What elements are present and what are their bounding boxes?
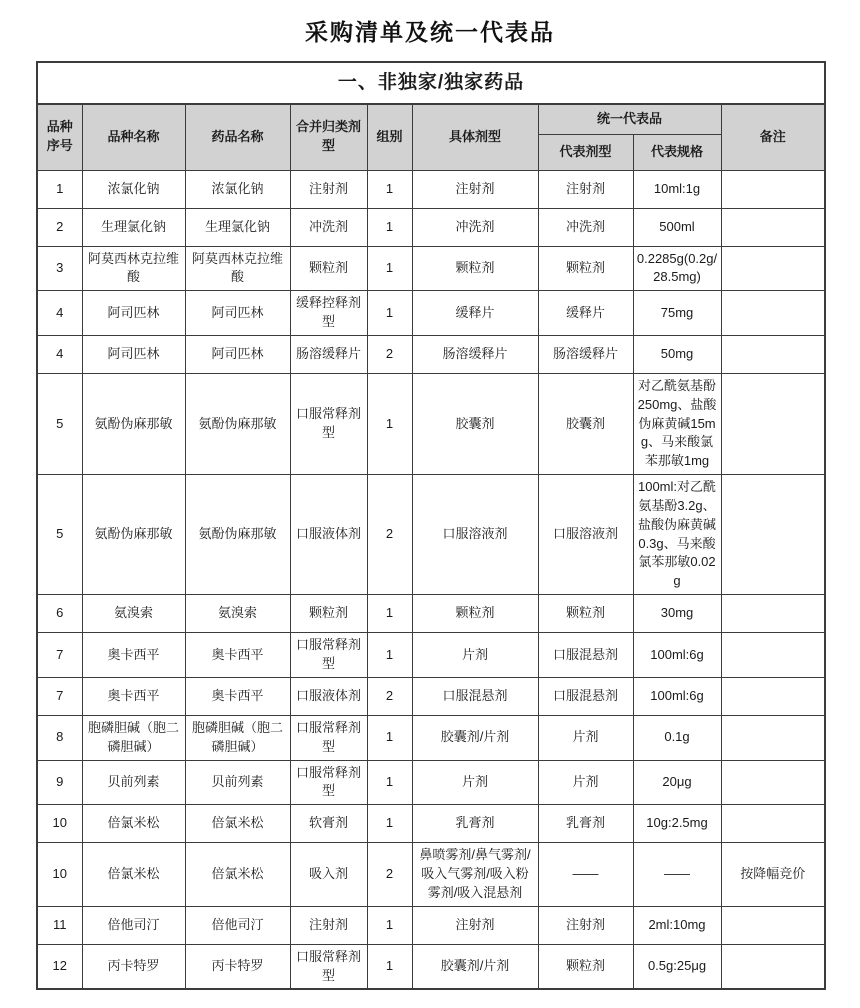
cell-seq: 2 — [37, 208, 82, 246]
table-row — [37, 633, 825, 678]
cell-remark — [721, 715, 825, 760]
cell-specific: 注射剂 — [412, 906, 538, 944]
cell-dosage-class: 颗粒剂 — [290, 595, 367, 633]
table-row — [37, 291, 825, 336]
cell-rep-dosage: 口服溶液剂 — [538, 475, 633, 595]
cell-variety: 奥卡西平 — [82, 633, 185, 678]
table-body — [37, 170, 825, 989]
cell-rep-spec: 50mg — [633, 335, 721, 373]
cell-group: 2 — [367, 843, 412, 907]
cell-specific: 冲洗剂 — [412, 208, 538, 246]
cell-remark — [721, 805, 825, 843]
cell-group: 1 — [367, 760, 412, 805]
cell-drug: 胞磷胆碱（胞二磷胆碱） — [185, 715, 290, 760]
cell-rep-dosage: 冲洗剂 — [538, 208, 633, 246]
cell-variety: 阿司匹林 — [82, 291, 185, 336]
table-row — [37, 944, 825, 989]
cell-rep-spec: 10ml:1g — [633, 170, 721, 208]
table-row — [37, 715, 825, 760]
cell-specific: 肠溶缓释片 — [412, 335, 538, 373]
cell-dosage-class: 口服常释剂型 — [290, 715, 367, 760]
cell-seq: 4 — [37, 335, 82, 373]
cell-rep-spec: 对乙酰氨基酚250mg、盐酸伪麻黄碱15mg、马来酸氯苯那敏1mg — [633, 373, 721, 474]
section-header-row — [37, 62, 825, 104]
cell-variety: 胞磷胆碱（胞二磷胆碱） — [82, 715, 185, 760]
table-row — [37, 805, 825, 843]
cell-drug: 倍他司汀 — [185, 906, 290, 944]
cell-rep-spec: 75mg — [633, 291, 721, 336]
cell-remark — [721, 475, 825, 595]
cell-rep-spec: 10g:2.5mg — [633, 805, 721, 843]
col-header-dosage-class: 合并归类剂型 — [290, 104, 367, 170]
cell-seq: 6 — [37, 595, 82, 633]
cell-rep-dosage: 注射剂 — [538, 170, 633, 208]
table-row — [37, 335, 825, 373]
cell-drug: 倍氯米松 — [185, 843, 290, 907]
cell-rep-spec: 500ml — [633, 208, 721, 246]
cell-seq: 9 — [37, 760, 82, 805]
col-header-group: 组别 — [367, 104, 412, 170]
cell-variety: 氨溴索 — [82, 595, 185, 633]
cell-rep-dosage: 颗粒剂 — [538, 595, 633, 633]
section-title: 一、非独家/独家药品 — [37, 62, 825, 104]
cell-seq: 3 — [37, 246, 82, 291]
cell-drug: 贝前列素 — [185, 760, 290, 805]
table-header — [37, 62, 825, 170]
procurement-table — [36, 61, 826, 990]
col-header-unified-rep: 统一代表品 — [538, 104, 721, 134]
column-header-row — [37, 104, 825, 134]
cell-variety: 贝前列素 — [82, 760, 185, 805]
cell-drug: 奥卡西平 — [185, 633, 290, 678]
cell-dosage-class: 口服液体剂 — [290, 677, 367, 715]
cell-remark — [721, 633, 825, 678]
cell-variety: 阿司匹林 — [82, 335, 185, 373]
cell-variety: 倍氯米松 — [82, 805, 185, 843]
col-header-rep-dosage: 代表剂型 — [538, 134, 633, 170]
cell-drug: 丙卡特罗 — [185, 944, 290, 989]
cell-dosage-class: 注射剂 — [290, 170, 367, 208]
cell-group: 1 — [367, 805, 412, 843]
cell-remark — [721, 208, 825, 246]
cell-specific: 乳膏剂 — [412, 805, 538, 843]
cell-drug: 氨溴索 — [185, 595, 290, 633]
cell-drug: 阿司匹林 — [185, 335, 290, 373]
cell-seq: 12 — [37, 944, 82, 989]
cell-group: 1 — [367, 944, 412, 989]
cell-dosage-class: 冲洗剂 — [290, 208, 367, 246]
cell-variety: 倍氯米松 — [82, 843, 185, 907]
cell-group: 2 — [367, 475, 412, 595]
cell-dosage-class: 口服液体剂 — [290, 475, 367, 595]
col-header-remark: 备注 — [721, 104, 825, 170]
cell-specific: 口服混悬剂 — [412, 677, 538, 715]
cell-variety: 浓氯化钠 — [82, 170, 185, 208]
table-row — [37, 373, 825, 474]
cell-specific: 胶囊剂 — [412, 373, 538, 474]
cell-remark — [721, 373, 825, 474]
cell-remark — [721, 595, 825, 633]
cell-remark — [721, 906, 825, 944]
cell-dosage-class: 口服常释剂型 — [290, 373, 367, 474]
cell-variety: 生理氯化钠 — [82, 208, 185, 246]
cell-seq: 10 — [37, 805, 82, 843]
cell-group: 1 — [367, 715, 412, 760]
table-row — [37, 906, 825, 944]
cell-specific: 胶囊剂/片剂 — [412, 944, 538, 989]
cell-seq: 5 — [37, 475, 82, 595]
col-header-rep-spec: 代表规格 — [633, 134, 721, 170]
cell-seq: 8 — [37, 715, 82, 760]
cell-group: 2 — [367, 677, 412, 715]
cell-variety: 奥卡西平 — [82, 677, 185, 715]
cell-drug: 生理氯化钠 — [185, 208, 290, 246]
cell-rep-spec: 2ml:10mg — [633, 906, 721, 944]
cell-rep-spec: 0.1g — [633, 715, 721, 760]
cell-rep-spec: 100ml:6g — [633, 633, 721, 678]
cell-dosage-class: 吸入剂 — [290, 843, 367, 907]
cell-rep-spec: 20μg — [633, 760, 721, 805]
cell-group: 1 — [367, 595, 412, 633]
cell-rep-dosage: 颗粒剂 — [538, 246, 633, 291]
cell-specific: 缓释片 — [412, 291, 538, 336]
table-row — [37, 595, 825, 633]
cell-specific: 片剂 — [412, 633, 538, 678]
cell-group: 1 — [367, 373, 412, 474]
cell-seq: 11 — [37, 906, 82, 944]
cell-variety: 氨酚伪麻那敏 — [82, 373, 185, 474]
table-row — [37, 246, 825, 291]
cell-seq: 5 — [37, 373, 82, 474]
cell-seq: 7 — [37, 633, 82, 678]
cell-rep-spec: —— — [633, 843, 721, 907]
cell-remark — [721, 677, 825, 715]
cell-dosage-class: 肠溶缓释片 — [290, 335, 367, 373]
cell-dosage-class: 软膏剂 — [290, 805, 367, 843]
table-row — [37, 208, 825, 246]
cell-remark — [721, 335, 825, 373]
cell-rep-dosage: 片剂 — [538, 715, 633, 760]
cell-rep-spec: 0.2285g(0.2g/28.5mg) — [633, 246, 721, 291]
cell-variety: 倍他司汀 — [82, 906, 185, 944]
cell-group: 1 — [367, 633, 412, 678]
cell-rep-dosage: 口服混悬剂 — [538, 677, 633, 715]
cell-drug: 氨酚伪麻那敏 — [185, 373, 290, 474]
cell-seq: 4 — [37, 291, 82, 336]
cell-drug: 倍氯米松 — [185, 805, 290, 843]
cell-rep-dosage: 肠溶缓释片 — [538, 335, 633, 373]
cell-rep-dosage: 口服混悬剂 — [538, 633, 633, 678]
cell-dosage-class: 颗粒剂 — [290, 246, 367, 291]
cell-specific: 鼻喷雾剂/鼻气雾剂/吸入气雾剂/吸入粉雾剂/吸入混悬剂 — [412, 843, 538, 907]
cell-seq: 1 — [37, 170, 82, 208]
col-header-seq: 品种序号 — [37, 104, 82, 170]
col-header-variety: 品种名称 — [82, 104, 185, 170]
cell-seq: 7 — [37, 677, 82, 715]
cell-group: 1 — [367, 906, 412, 944]
cell-rep-dosage: 注射剂 — [538, 906, 633, 944]
cell-variety: 氨酚伪麻那敏 — [82, 475, 185, 595]
cell-variety: 阿莫西林克拉维酸 — [82, 246, 185, 291]
cell-drug: 奥卡西平 — [185, 677, 290, 715]
cell-remark — [721, 170, 825, 208]
cell-rep-spec: 30mg — [633, 595, 721, 633]
cell-group: 1 — [367, 170, 412, 208]
table-row — [37, 475, 825, 595]
col-header-specific-dosage: 具体剂型 — [412, 104, 538, 170]
cell-remark — [721, 246, 825, 291]
cell-dosage-class: 口服常释剂型 — [290, 944, 367, 989]
cell-rep-dosage: 乳膏剂 — [538, 805, 633, 843]
cell-rep-spec: 0.5g:25μg — [633, 944, 721, 989]
table-row — [37, 760, 825, 805]
cell-specific: 片剂 — [412, 760, 538, 805]
cell-dosage-class: 缓释控释剂型 — [290, 291, 367, 336]
cell-drug: 阿莫西林克拉维酸 — [185, 246, 290, 291]
cell-group: 1 — [367, 246, 412, 291]
cell-remark: 按降幅竞价 — [721, 843, 825, 907]
cell-group: 1 — [367, 208, 412, 246]
cell-rep-dosage: —— — [538, 843, 633, 907]
cell-drug: 浓氯化钠 — [185, 170, 290, 208]
cell-dosage-class: 注射剂 — [290, 906, 367, 944]
cell-group: 1 — [367, 291, 412, 336]
cell-variety: 丙卡特罗 — [82, 944, 185, 989]
cell-group: 2 — [367, 335, 412, 373]
cell-rep-dosage: 颗粒剂 — [538, 944, 633, 989]
cell-remark — [721, 944, 825, 989]
cell-specific: 颗粒剂 — [412, 595, 538, 633]
cell-specific: 口服溶液剂 — [412, 475, 538, 595]
cell-rep-dosage: 片剂 — [538, 760, 633, 805]
cell-rep-dosage: 胶囊剂 — [538, 373, 633, 474]
cell-specific: 胶囊剂/片剂 — [412, 715, 538, 760]
cell-remark — [721, 291, 825, 336]
cell-drug: 氨酚伪麻那敏 — [185, 475, 290, 595]
table-row — [37, 170, 825, 208]
cell-specific: 颗粒剂 — [412, 246, 538, 291]
cell-rep-spec: 100ml:对乙酰氨基酚3.2g、盐酸伪麻黄碱0.3g、马来酸氯苯那敏0.02g — [633, 475, 721, 595]
cell-drug: 阿司匹林 — [185, 291, 290, 336]
cell-dosage-class: 口服常释剂型 — [290, 760, 367, 805]
col-header-drug: 药品名称 — [185, 104, 290, 170]
cell-remark — [721, 760, 825, 805]
cell-dosage-class: 口服常释剂型 — [290, 633, 367, 678]
cell-rep-spec: 100ml:6g — [633, 677, 721, 715]
page-title: 采购清单及统一代表品 — [305, 19, 555, 45]
cell-rep-dosage: 缓释片 — [538, 291, 633, 336]
table-row — [37, 843, 825, 907]
cell-seq: 10 — [37, 843, 82, 907]
table-row — [37, 677, 825, 715]
cell-specific: 注射剂 — [412, 170, 538, 208]
